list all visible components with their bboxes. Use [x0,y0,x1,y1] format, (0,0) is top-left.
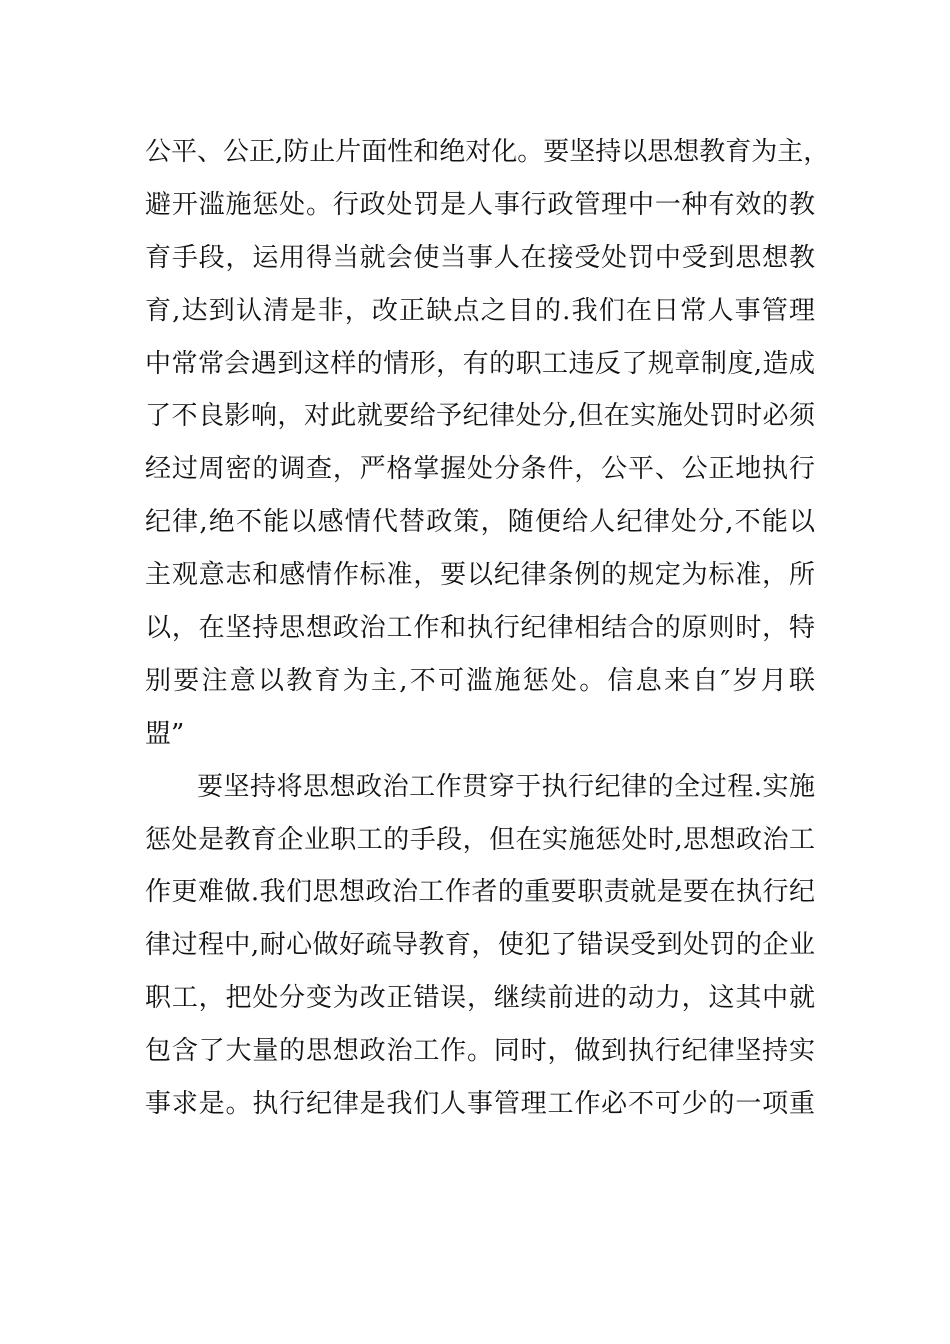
paragraph-2 [145,761,815,1131]
text-line: 包含了大量的思想政治工作。同时，做到执行纪律坚持实 [145,1036,815,1067]
text-line: 经过周密的调查，严格掌握处分条件，公平、公正地执行 [145,454,815,485]
text-line: 育,达到认清是非，改正缺点之目的.我们在日常人事管理 [145,295,815,326]
text-line: 纪律,绝不能以感情代替政策，随便给人纪律处分,不能以 [145,507,815,538]
text-line: 事求是。执行纪律是我们人事管理工作必不可少的一项重 [145,1089,815,1120]
text-line: 主观意志和感情作标准，要以纪律条例的规定为标准，所 [145,560,815,591]
text-line: 以，在坚持思想政治工作和执行纪律相结合的原则时，特 [145,613,815,644]
text-line: 职工，把处分变为改正错误，继续前进的动力，这其中就 [145,983,815,1014]
text-line: 中常常会遇到这样的情形，有的职工违反了规章制度,造成 [145,348,815,379]
text-line: 盟” [145,718,185,749]
text-line: 别要注意以教育为主,不可滥施惩处。信息来自″岁月联 [145,665,815,696]
text-line: 作更难做.我们思想政治工作者的重要职责就是要在执行纪 [145,877,815,908]
document-body [145,126,830,1131]
text-line: 律过程中,耐心做好疏导教育，使犯了错误受到处罚的企业 [145,930,815,961]
paragraph-1 [145,126,830,761]
text-line: 避开滥施惩处。行政处罚是人事行政管理中一种有效的教 [145,189,815,220]
text-line: 公平、公正,防止片面性和绝对化。要坚持以思想教育为主， [145,137,830,167]
text-line: 育手段，运用得当就会使当事人在接受处罚中受到思想教 [145,242,815,273]
text-line: 要坚持将思想政治工作贯穿于执行纪律的全过程.实施 [197,771,815,802]
text-line: 了不良影响，对此就要给予纪律处分,但在实施处罚时必须 [145,401,815,432]
text-line: 惩处是教育企业职工的手段，但在实施惩处时,思想政治工 [145,824,815,855]
